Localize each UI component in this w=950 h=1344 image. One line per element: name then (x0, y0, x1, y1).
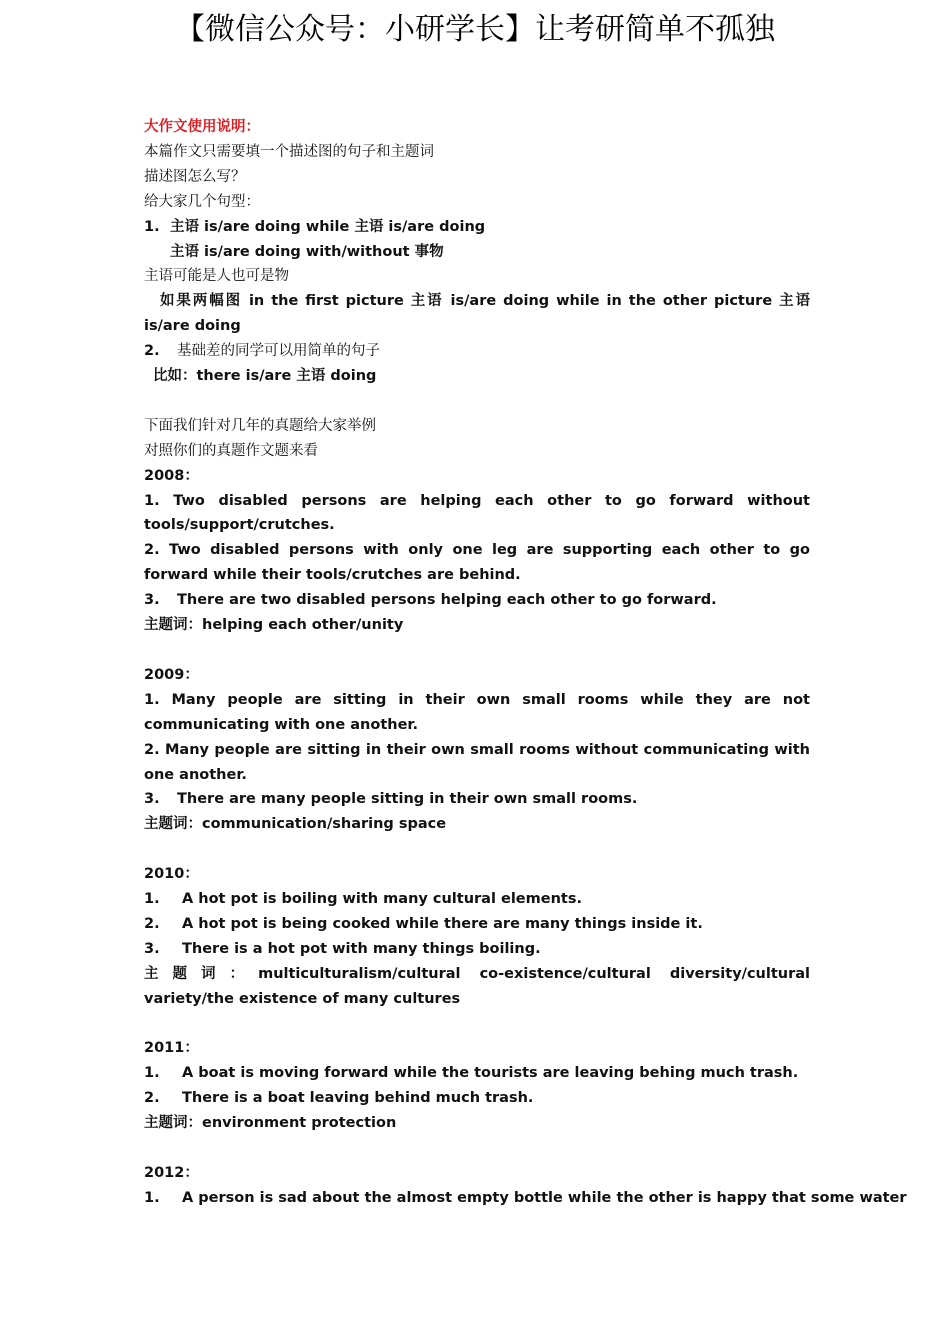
year-2011-sentence-1 (144, 1061, 810, 1086)
year-2009-heading: 2009： (144, 666, 199, 683)
year-2011-theme: 主题词：environment protection (144, 1115, 397, 1132)
spacer (144, 638, 810, 663)
year-2009-theme: 主题词：communication/sharing space (144, 816, 447, 833)
year-2011-sentence-2-text: There is a boat leaving behind much trash. (182, 1090, 534, 1107)
intro-line-2: 描述图怎么写？ (144, 168, 246, 185)
two-picture-pattern: 如果两幅图 in the first picture 主语 is/are doing while in the other picture 主语 is/are doing (144, 293, 810, 335)
year-2012-sentence-1-number: 1. (144, 1189, 160, 1206)
year-2011-heading: 2011： (144, 1040, 199, 1057)
usage-heading: 大作文使用说明： (144, 119, 260, 135)
spacer (144, 389, 810, 414)
year-2009-sentence-3-text: There are many people sitting in their own small rooms. (177, 791, 638, 808)
year-2009-sentence-3-number: 3. (144, 791, 160, 808)
year-2008-sentence-3 (144, 588, 810, 613)
simple-example: 比如：there is/are 主语 doing (153, 368, 377, 385)
pattern-1-number: 1. (144, 218, 160, 235)
pattern-1-text: 主语 is/are doing while 主语 is/are doing (170, 218, 486, 235)
year-2010-sentence-1 (144, 887, 810, 912)
year-2011-sentence-1-text: A boat is moving forward while the tourists are leaving behing much trash. (182, 1065, 799, 1082)
year-2012-sentence-1-text: A person is sad about the almost empty bottle while the other is happy that some water (182, 1189, 907, 1206)
year-2010-sentence-3-number: 3. (144, 940, 160, 957)
intro-line-4: 主语可能是人也可是物 (144, 268, 289, 285)
year-2011-sentence-2-number: 2. (144, 1090, 160, 1107)
year-2008-sentence-2: 2. Two disabled persons with only one leg are supporting each other to go forward while their tools/crutches are behind. (144, 542, 810, 584)
pattern-1 (144, 215, 810, 240)
pattern-2 (144, 339, 810, 364)
year-2011-sentence-1-number: 1. (144, 1065, 160, 1082)
year-2010-sentence-1-number: 1. (144, 891, 160, 908)
year-2011-sentence-2 (144, 1086, 810, 1111)
year-2012-heading: 2012： (144, 1164, 199, 1181)
year-2008-sentence-3-text: There are two disabled persons helping each other to go forward. (177, 592, 717, 609)
year-2010-sentence-3-text: There is a hot pot with many things boiling. (182, 940, 541, 957)
year-2009-sentence-1: 1. Many people are sitting in their own small rooms while they are not communicating with one another. (144, 691, 810, 733)
year-2010-sentence-2-text: A hot pot is being cooked while there are many things inside it. (182, 915, 703, 932)
spacer (144, 1012, 810, 1037)
pattern-2-number: 2. (144, 343, 160, 360)
document-header-title: 【微信公众号：小研学长】让考研简单不孤独 (175, 12, 775, 47)
year-2010-heading: 2010： (144, 866, 199, 883)
document-body (144, 115, 907, 1211)
pattern-1-alt: 主语 is/are doing with/without 事物 (170, 243, 444, 260)
pattern-2-text: 基础差的同学可以用简单的句子 (177, 343, 380, 360)
year-2008-sentence-1: 1. Two disabled persons are helping each other to go forward without tools/support/crutches. (144, 492, 810, 534)
year-2008-theme: 主题词：helping each other/unity (144, 617, 404, 634)
year-2008-heading: 2008： (144, 467, 199, 484)
year-2008-sentence-3-number: 3. (144, 592, 160, 609)
spacer (144, 1136, 810, 1161)
year-2010-sentence-2-number: 2. (144, 915, 160, 932)
year-2010-sentence-1-text: A hot pot is boiling with many cultural elements. (182, 891, 582, 908)
year-2012-sentence-1 (144, 1186, 907, 1211)
spacer (144, 837, 810, 862)
intro-line-8: 对照你们的真题作文题来看 (144, 442, 318, 459)
intro-line-7: 下面我们针对几年的真题给大家举例 (144, 417, 376, 434)
year-2010-sentence-2 (144, 912, 810, 937)
year-2009-sentence-3 (144, 787, 810, 812)
year-2010-sentence-3 (144, 937, 810, 962)
intro-line-1: 本篇作文只需要填一个描述图的句子和主题词 (144, 143, 434, 160)
intro-line-3: 给大家几个句型： (144, 193, 260, 210)
year-2009-sentence-2: 2. Many people are sitting in their own small rooms without communicating with one another. (144, 741, 810, 783)
year-2010-theme: 主题词：multiculturalism/cultural co-existence/cultural diversity/cultural variety/the existence of many cultures (144, 965, 810, 1007)
